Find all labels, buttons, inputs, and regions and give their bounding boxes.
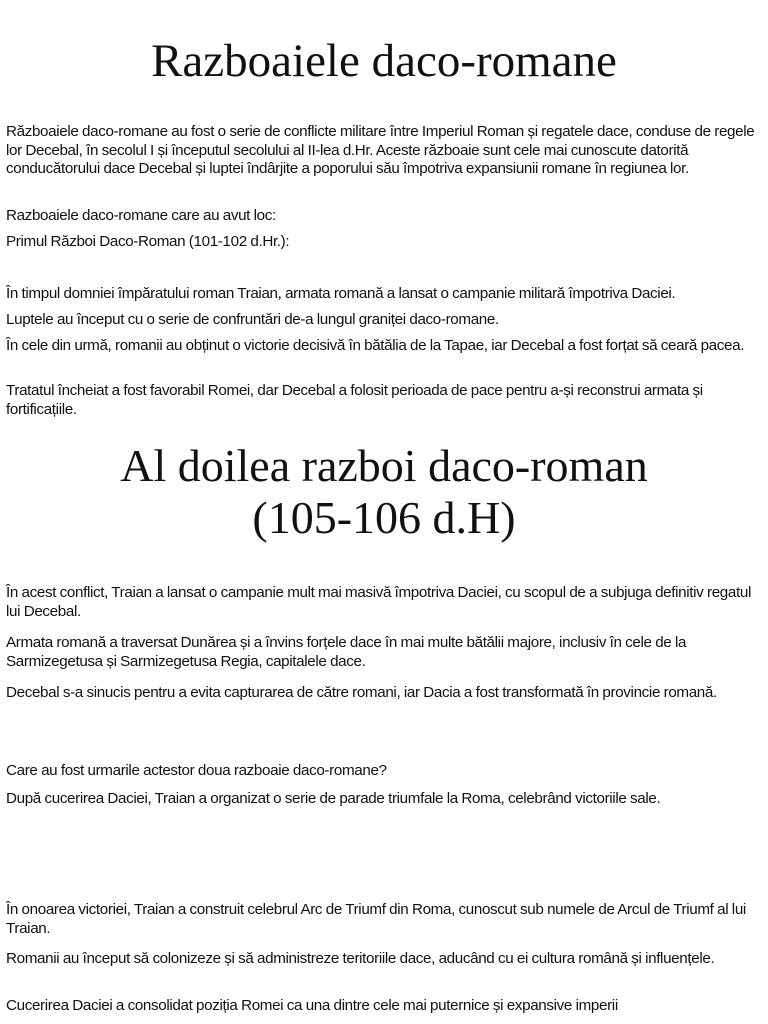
page-title: Razboaiele daco-romane: [151, 35, 617, 87]
paragraph: În cele din urmă, romanii au obținut o victorie decisivă în bătălia de la Tapae, iar Decebal a fost forțat să ceară pacea.: [6, 337, 745, 354]
paragraph-cut-off: Cucerirea Daciei a consolidat poziția Romei ca una dintre cele mai puternice și expansive imperii: [6, 997, 618, 1014]
paragraph: Luptele au început cu o serie de confruntări de-a lungul graniței daco-romane.: [6, 311, 499, 328]
paragraph: După cucerirea Daciei, Traian a organizat o serie de parade triumfale la Roma, celebrând victoriile sale.: [6, 790, 661, 807]
question-line: Care au fost urmarile actestor doua razboaie daco-romane?: [6, 762, 387, 779]
paragraph: Razboaiele daco-romane care au avut loc:: [6, 207, 276, 224]
second-heading: [0, 440, 768, 544]
second-heading-line1: Al doilea razboi daco-roman: [120, 440, 648, 491]
paragraph: În timpul domniei împăratului roman Traian, armata romană a lansat o campanie militară împotriva Daciei.: [6, 285, 676, 302]
second-heading-line2: (105-106 d.H): [252, 492, 516, 543]
paragraph: Armata romană a traversat Dunărea și a învins forțele dace în mai multe bătălii majore, inclusiv în cele de la Sarmizegetusa și Sarmizegetusa Regia, capitalele dace.: [6, 634, 687, 670]
intro-paragraph: Războaiele daco-romane au fost o serie de conflicte militare între Imperiul Roman și regatele dace, conduse de regele lor Decebal, în secolul I și începutul secolului al II-lea d.Hr. Aceste războaie sunt cele mai cunoscute datorită conducătorului dace Decebal și luptei îndârjite a poporului său împotriva expansiunii romane în regiunea lor.: [6, 123, 755, 177]
paragraph: Decebal s-a sinucis pentru a evita capturarea de către romani, iar Dacia a fost transformată în provincie romană.: [6, 684, 717, 701]
paragraph: În onoarea victoriei, Traian a construit celebrul Arc de Triumf din Roma, cunoscut sub numele de Arcul de Triumf al lui Traian.: [6, 901, 746, 937]
paragraph: Tratatul încheiat a fost favorabil Romei, dar Decebal a folosit perioada de pace pentru a-și reconstrui armata și fortificațiile.: [6, 382, 703, 418]
section-subheading: Primul Război Daco-Roman (101-102 d.Hr.):: [6, 233, 290, 250]
paragraph: Romanii au început să colonizeze și să administreze teritoriile dace, aducând cu ei cultura română și influențele.: [6, 950, 715, 967]
paragraph: În acest conflict, Traian a lansat o campanie mult mai masivă împotriva Daciei, cu scopul de a subjuga definitiv regatul lui Decebal.: [6, 584, 751, 620]
